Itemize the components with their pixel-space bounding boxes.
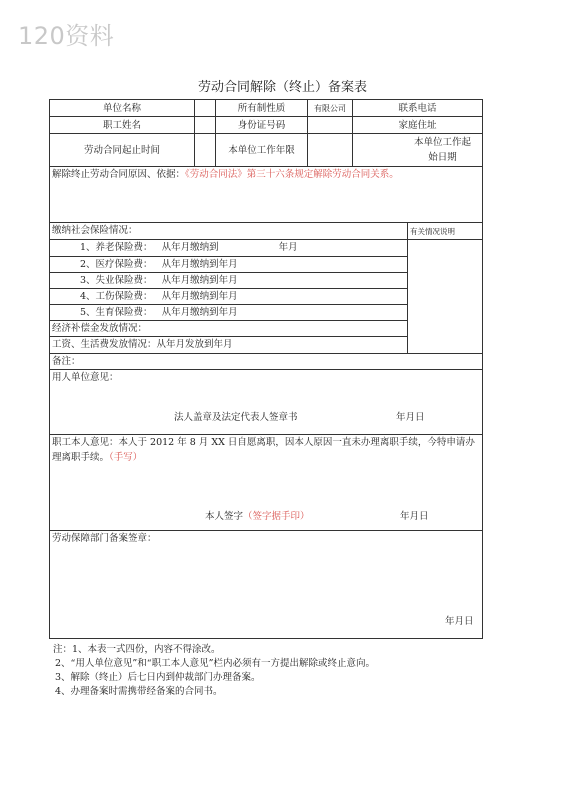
compensation-label[interactable]: 经济补偿金发放情况： [50,321,408,337]
handwritten-note: （手写） [109,452,143,463]
bureau-label: 劳动保障部门备案签章： [52,533,157,544]
bureau-date: 年月日 [445,616,474,627]
watermark: 120资料 [18,22,115,50]
row-employee [50,117,483,134]
insurance-item-medical[interactable] [50,257,408,273]
insurance-label: 缴纳社会保险情况： [50,223,408,240]
insurance-detail: 从年月缴纳到年月 [161,307,238,318]
reason-label: 解除终止劳动合同原因、依据： [52,169,186,180]
employer-signature-label: 法人盖章及法定代表人签章书 [174,412,298,423]
reason-cell[interactable] [50,167,483,223]
reason-text: 《劳动合同法》第三十六条规定解除劳动合同关系。 [185,169,399,180]
unit-name-value[interactable] [195,100,216,117]
insurance-name: 4、工伤保险费： [80,291,153,302]
row-remarks [50,354,483,370]
employee-name-label: 职工姓名 [50,117,195,134]
signature-hint: （签字据手印） [243,511,310,522]
employer-date: 年月日 [396,412,425,423]
row-contract [50,134,483,167]
contract-period-label: 劳动合同起止时间 [50,134,195,167]
insurance-item-injury[interactable] [50,289,408,305]
row-unit [50,100,483,117]
insurance-name: 2、医疗保险费： [80,259,153,270]
employee-opinion-text: 职工本人意见：本人于 2012 年 8 月 XX 日自愿离职，因本人原因一直未办理离职手续，今特申请办理离职手续。 [52,437,475,463]
insurance-item-maternity[interactable] [50,305,408,321]
tenure-value[interactable] [308,134,353,167]
insurance-item-pension[interactable] [50,240,408,257]
wages-label[interactable]: 工资、生活费发放情况：从年月发放到年月 [50,337,408,354]
employee-date: 年月日 [400,511,429,522]
row-reason [50,167,483,223]
employee-opinion-cell[interactable] [50,435,483,531]
footnotes [53,643,493,699]
remarks-label[interactable]: 备注： [50,354,483,370]
id-number-value[interactable] [308,117,353,134]
notes-cell[interactable] [408,240,483,354]
tenure-label: 本单位工作年限 [216,134,308,167]
insurance-name: 1、养老保险费： [80,242,153,253]
contract-period-value[interactable] [195,134,216,167]
employer-opinion-label: 用人单位意见： [52,372,119,383]
notes-header: 有关情况说明 [408,223,483,240]
insurance-detail: 从年月缴纳到年月 [161,259,238,270]
employee-name-value[interactable] [195,117,216,134]
ownership-value[interactable]: 有限公司 [308,100,353,117]
start-date-label: 本单位工作起始日期 [353,134,483,167]
row-bureau [50,531,483,639]
insurance-name: 3、失业保险费： [80,275,153,286]
phone-label: 联系电话 [353,100,483,117]
address-label: 家庭住址 [353,117,483,134]
note-2: 2、“用人单位意见”和“职工本人意见”栏内必须有一方提出解除或终止意向。 [55,658,375,669]
employer-opinion-cell[interactable] [50,370,483,435]
bureau-cell[interactable] [50,531,483,639]
row-insurance-header [50,223,483,240]
form-table [49,99,483,639]
note-3: 3、解除（终止）后七日内到仲裁部门办理备案。 [55,672,261,683]
employee-signature-label: 本人签字 [205,511,244,522]
insurance-item-unemployment[interactable] [50,273,408,289]
form-title: 劳动合同解除（终止）备案表 [197,80,367,95]
insurance-detail: 从年月缴纳到年月 [161,275,238,286]
row-employee-opinion [50,435,483,531]
insurance-name: 5、生育保险费： [80,307,153,318]
unit-name-label: 单位名称 [50,100,195,117]
note-1: 注：1、本表一式四份，内容不得涂改。 [53,644,221,655]
ownership-label: 所有制性质 [216,100,308,117]
insurance-detail: 从年月缴纳到 [161,242,219,253]
insurance-row [50,240,483,257]
note-4: 4、办理备案时需携带经备案的合同书。 [55,686,223,697]
row-employer-opinion [50,370,483,435]
insurance-detail: 从年月缴纳到年月 [161,291,238,302]
insurance-detail-suffix: 年月 [278,242,298,253]
id-number-label: 身份证号码 [216,117,308,134]
filing-form [49,99,482,639]
